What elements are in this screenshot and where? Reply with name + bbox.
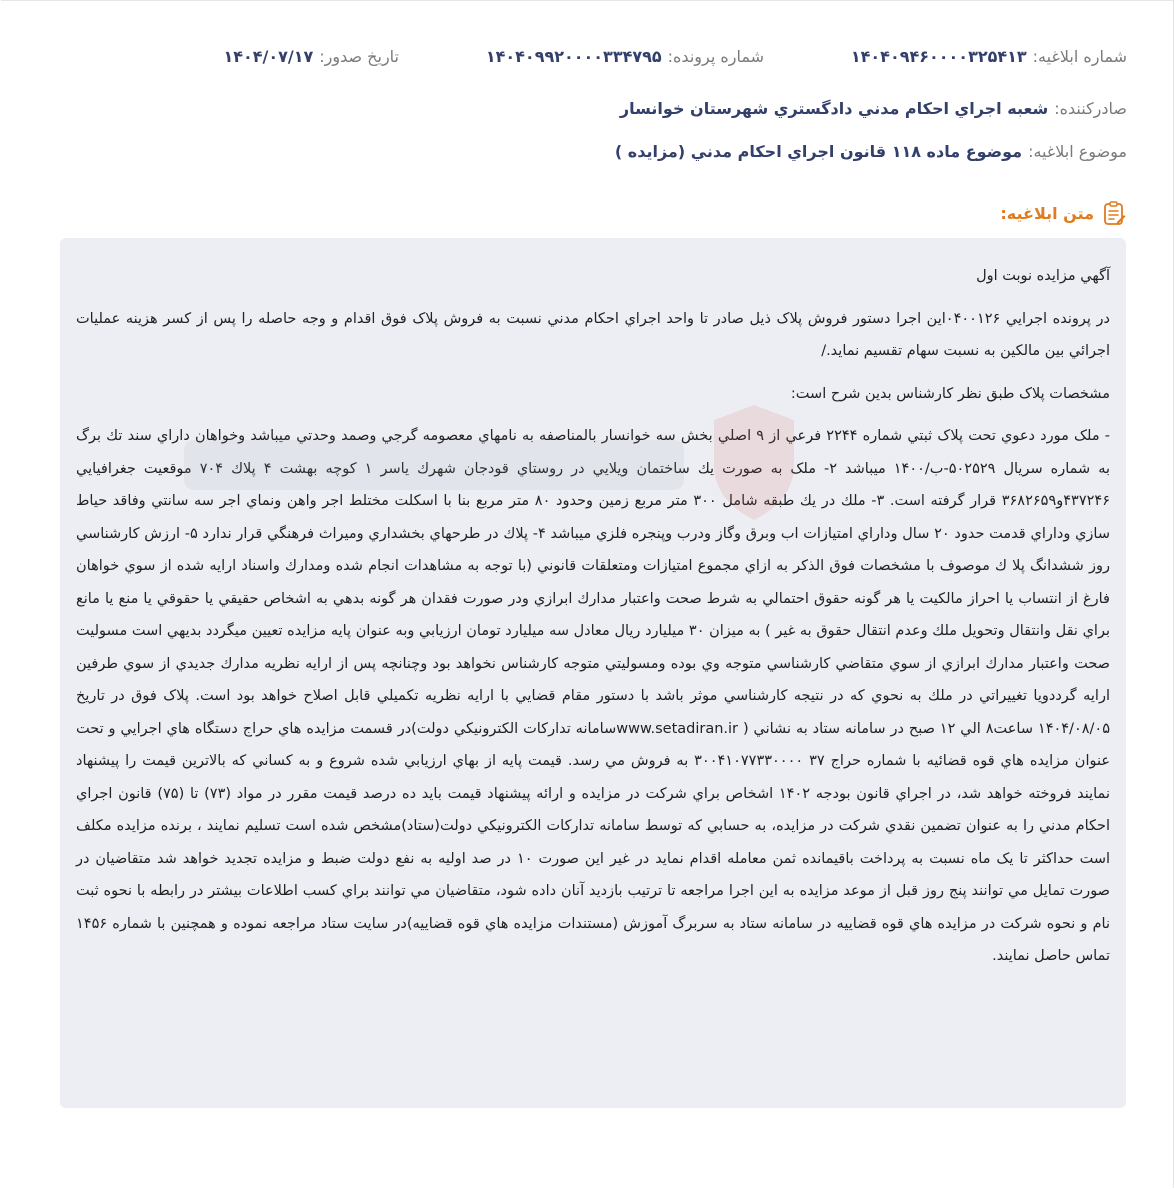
notification-number [851, 47, 1127, 66]
subject [615, 142, 1127, 161]
meta-row-subject [60, 142, 1127, 161]
issue-date-value: ۱۴۰۴/۰۷/۱۷ [223, 46, 314, 66]
subject-label: موضوع ابلاغيه: [1028, 142, 1127, 161]
issuer-value: شعبه اجراي احکام مدني دادگستري شهرستان خوانسار [619, 99, 1049, 118]
issuer [620, 99, 1127, 118]
meta-row-issuer [60, 99, 1127, 118]
issue-date [223, 47, 399, 66]
notification-number-value: ۱۴۰۴۰۹۴۶۰۰۰۰۳۲۵۴۱۳ [850, 46, 1027, 66]
plate-spec-heading: مشخصات پلاک طبق نظر کارشناس بدين شرح است: [790, 385, 1110, 402]
notice-text-heading [1000, 200, 1126, 226]
notification-number-label: شماره ابلاغيه: [1032, 46, 1127, 66]
notice-text-heading-label: متن ابلاغيه: [1000, 203, 1094, 223]
issuer-label: صادرکننده: [1054, 99, 1127, 118]
auction-title: آگهي مزايده نوبت اول [976, 268, 1110, 284]
case-number-label: شماره پرونده: [667, 46, 764, 66]
case-number-value: ۱۴۰۴۰۹۹۲۰۰۰۰۳۳۴۷۹۵ [485, 46, 662, 66]
case-number [486, 47, 764, 66]
auction-intro-paragraph: در پرونده اجرايي ۰۴۰۰۱۲۶اين اجرا دستور فروش پلاک ذيل صادر تا واحد اجراي احکام مدني نسبت به فروش پلاک فوق اقدام و وجه حاصله را پس از کسر هزينه عمليات اجرائي بين مالکين به نسبت سهام تقسيم نمايد./ [76, 310, 1110, 359]
subject-value: موضوع ماده ۱۱۸ قانون اجراي احکام مدني (مزايده ) [614, 142, 1023, 161]
clipboard-text-icon [1102, 200, 1126, 226]
notice-content-box [60, 238, 1126, 1108]
notice-content [76, 260, 1110, 973]
issue-date-label: تاريخ صدور: [319, 46, 399, 66]
plate-details-paragraph: - ملک مورد دعوي تحت پلاک ثبتي شماره ۲۲۴۴ فرعي از ۹ اصلي بخش سه خوانسار بالمناصفه به نامهاي معصومه گرجي وصمد وحدتي ميباشد وخواهان داراي سند تك برگ به شماره سريال ۵۰۲۵۲۹-ب/۱۴۰۰ ميباشد ۲- ملک به صورت يك ساختمان ويلايي در روستاي قودجان شهرك ياسر ۱ کوچه بهشت ۴ پلاك ۷۰۴ موقعيت جغرافيايي ۴۳۷۲۴۶و۳۶۸۲۶۵۹ قرار گرفته است. ۳- ملك در يك طبقه شامل ۳۰۰ متر مربع زمين وحدود ۸۰ متر مربع بنا با اسكلت مختلط اجر واهن ونماي اجر سه سانتي وفاقد حياط سازي وداراي قدمت حدود ۲۰ سال وداراي امتيازات اب وبرق وگاز ودرب وپنجره فلزي ميباشد ۴- پلاك در طرحهاي بخشداري وميراث فرهنگي قرار ندارد ۵- ارزش كارشناسي روز ششدانگ پلا ك موصوف با مشخصات فوق الذكر به ازاي مجموع امتيازات ومتعلقات قانوني (با توجه به مشاهدات انجام شده ومدارك واسناد ارايه شده از سوي خواهان فارغ از انتساب يا احراز مالكيت يا هر گونه حقوق احتمالي به شرط صحت واعتبار مدارك ابرازي ودر صورت فقدان هر گونه بدهي به اشخاص حقيقي يا حقوقي يا منع يا مانع براي نقل وانتقال وتحويل ملك وعدم انتقال حقوق به غير ) به ميزان ۳۰ ميليارد ريال معادل سه ميليارد تومان ارزيابي وبه عنوان پايه مزايده تعيين ميگردد بديهي است مسوليت صحت واعتبار مدارك ابرازي از سوي متقاضي كارشناسي متوجه وي بوده ومسوليتي متوجه كارشناس نخواهد بود وچنانچه پس از ارايه نظريه مدارك جديدي از سوي طرفين ارايه گرددويا تغييراتي در ملك به نحوي كه در نتيجه كارشناسي موثر باشد با دستور مقام قضايي با ارايه نظريه تكميلي قابل اصلاح خواهد بود است. پلاک فوق در تاريخ ۱۴۰۴/۰۸/۰۵ ساعت۸ الي ۱۲ صبح در سامانه ستاد به نشاني ( www.setadiran.irسامانه تدارکات الکترونيکي دولت)در قسمت مزايده هاي حراج دستگاه هاي اجرايي و تحت عنوان مزايده هاي قوه قضائيه با شماره حراج ۳۷ ۳۰۰۴۱۰۷۷۳۳۰۰۰۰ به فروش مي رسد. قيمت پايه از بهاي ارزيابي شده شروع و به کساني که بالاترين قيمت را پيشنهاد نمايند فروخته خواهد شد، در اجراي قانون بودجه ۱۴۰۲ اشخاص براي شرکت در مزايده و ارائه پيشنهاد قيمت بايد ده درصد قيمت مقرر در مواد (۷۳) تا (۷۵) قانون اجراي احکام مدني را به عنوان تضمين نقدي شرکت در مزايده، به حسابي که توسط سامانه تدارکات الکترونيکي دولت(ستاد)مشخص شده است تسليم نمايند ، برنده مزايده مکلف است حداکثر تا يک ماه نسبت به پرداخت باقيمانده ثمن معامله اقدام نمايد در غير اين صورت ۱۰ در صد اوليه به نفع دولت ضبط و مزايده تجديد خواهد شد متقاضيان در صورت تمايل مي توانند پنج روز قبل از موعد مزايده به اين اجرا مراجعه تا ترتيب بازديد آنان داده شود، متقاضيان مي توانند براي کسب اطلاعات بيشتر در رابطه با نحوه ثبت نام و نحوه شرکت در مزايده هاي قوه قضاييه در سامانه ستاد به سربرگ آموزش (مستندات مزايده هاي قوه قضاييه)در سايت ستاد مراجعه نموده و همچنين با شماره ۱۴۵۶ تماس حاصل نمايند. [76, 428, 1111, 964]
